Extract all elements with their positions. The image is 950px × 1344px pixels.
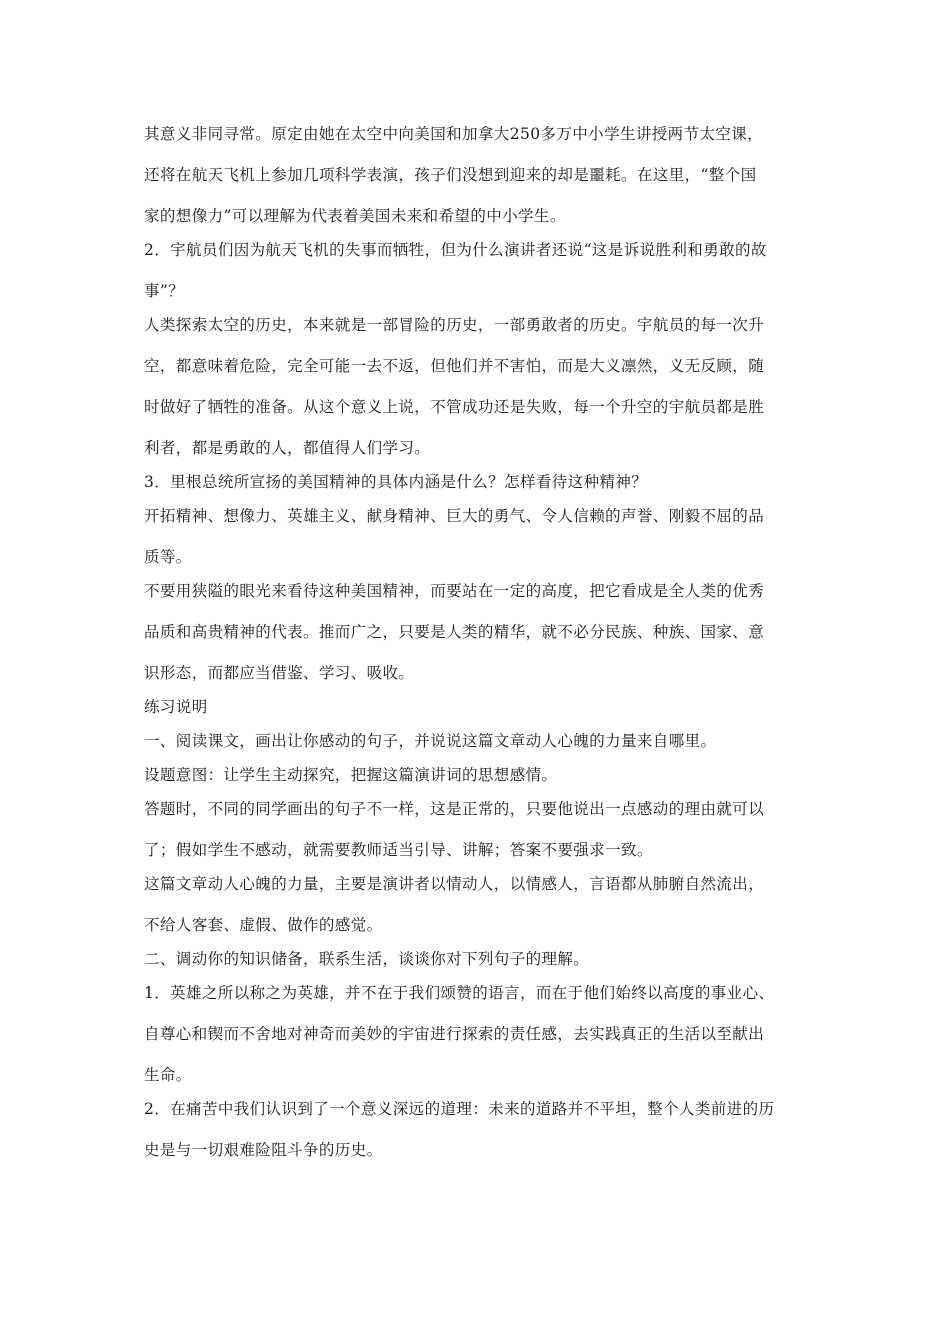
text-line: 其意义非同寻常。原定由她在太空中向美国和加拿大250多万中小学生讲授两节太空课， <box>144 125 764 143</box>
exercise-1-line: 一、阅读课文，画出让你感动的句子，并说说这篇文章动人心魄的力量来自哪里。 <box>144 732 717 750</box>
sentence-2-line: 史是与一切艰难险阻斗争的历史。 <box>144 1141 383 1159</box>
answer-line: 不要用狭隘的眼光来看待这种美国精神，而要站在一定的高度，把它看成是全人类的优秀 <box>144 582 765 600</box>
text-line: 家的想像力”可以理解为代表着美国未来和希望的中小学生。 <box>144 207 566 225</box>
sentence-1-line: 1．英雄之所以称之为英雄，并不在于我们颂赞的语言，而在于他们始终以高度的事业心、 <box>144 984 775 1002</box>
question-2-line: 2．宇航员们因为航天飞机的失事而牺牲，但为什么演讲者还说“这是诉说胜利和勇敢的故 <box>144 241 767 259</box>
answer-line: 人类探索太空的历史，本来就是一部冒险的历史，一部勇敢者的历史。宇航员的每一次升 <box>144 316 765 334</box>
answer-line: 开拓精神、想像力、英雄主义、献身精神、巨大的勇气、令人信赖的声誉、刚毅不屈的品 <box>144 507 765 525</box>
document-body <box>144 122 808 1162</box>
answer-line: 识形态，而都应当借鉴、学习、吸收。 <box>144 664 415 682</box>
sentence-1-line: 自尊心和锲而不舍地对神奇而美妙的宇宙进行探索的责任感，去实践真正的生活以至献出 <box>144 1025 765 1043</box>
exercise-2-line: 二、调动你的知识储备，联系生活，谈谈你对下列句子的理解。 <box>144 950 590 968</box>
question-3-line: 3．里根总统所宣扬的美国精神的具体内涵是什么？怎样看待这种精神？ <box>144 473 648 491</box>
answer-line: 质等。 <box>144 548 192 566</box>
design-intent-line: 设题意图：让学生主动探究，把握这篇演讲词的思想感情。 <box>144 766 558 784</box>
answer-line: 了；假如学生不感动，就需要教师适当引导、讲解；答案不要强求一致。 <box>144 841 653 859</box>
sentence-2-line: 2．在痛苦中我们认识到了一个意义深远的道理：未来的道路并不平坦，整个人类前进的历 <box>144 1100 775 1118</box>
text-line: 还将在航天飞机上参加几项科学表演，孩子们没想到迎来的却是噩耗。在这里，“整个国 <box>144 166 757 184</box>
question-2-line: 事”？ <box>144 282 185 300</box>
answer-line: 利者，都是勇敢的人，都值得人们学习。 <box>144 439 431 457</box>
answer-line: 时做好了牺牲的准备。从这个意义上说，不管成功还是失败，每一个升空的宇航员都是胜 <box>144 398 765 416</box>
answer-line: 答题时，不同的同学画出的句子不一样，这是正常的，只要他说出一点感动的理由就可以 <box>144 800 765 818</box>
answer-line: 这篇文章动人心魄的力量，主要是演讲者以情动人，以情感人，言语都从肺腑自然流出， <box>144 875 765 893</box>
answer-line: 不给人客套、虚假、做作的感觉。 <box>144 916 383 934</box>
answer-line: 空，都意味着危险，完全可能一去不返，但他们并不害怕，而是大义凛然，义无反顾，随 <box>144 357 765 375</box>
answer-line: 品质和高贵精神的代表。推而广之，只要是人类的精华，就不必分民族、种族、国家、意 <box>144 623 765 641</box>
sentence-1-line: 生命。 <box>144 1066 192 1084</box>
section-heading: 练习说明 <box>144 698 208 716</box>
